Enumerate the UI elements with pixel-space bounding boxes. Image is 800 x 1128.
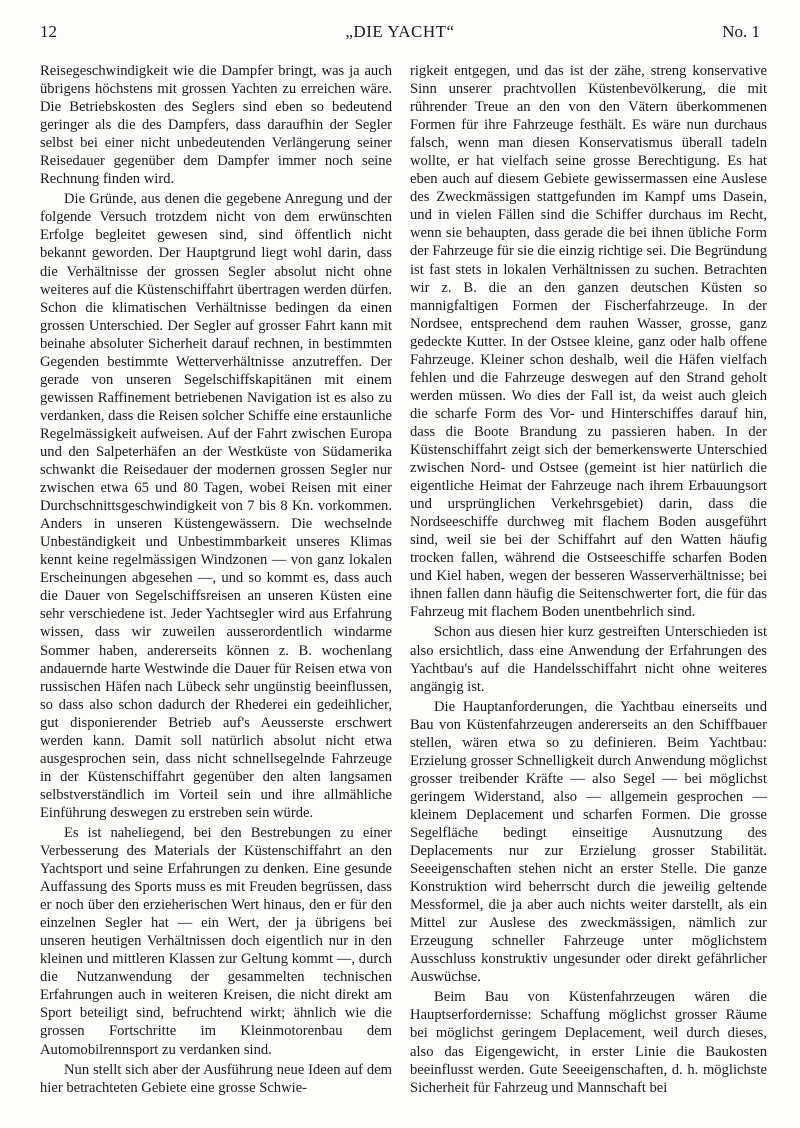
- issue-number: No. 1: [722, 22, 760, 41]
- paragraph: Schon aus diesen hier kurz gestreiften Unterschieden ist also ersichtlich, dass eine Anwendung der Erfahrungen des Yachtbau's auf die Handelsschiffahrt nicht ohne weiteres angängig ist.: [410, 624, 767, 695]
- paragraph: Beim Bau von Küstenfahrzeugen wären die Hauptserfordernisse: Schaffung möglichst grosser Räume bei möglichst geringem Deplacement, weil durch dieses, also das Eigengewicht, in erster Linie die Baukosten beeinflusst werden. Gute Seeeigenschaften, d. h. möglichste Sicherheit für Fahrzeug und Mannschaft bei: [410, 989, 767, 1096]
- paragraph: Die Gründe, aus denen die gegebene Anregung und der folgende Versuch trotzdem nicht von dem erwünschten Erfolge begleitet gewesen sind, sind öffentlich nicht bekannt geworden. Der Hauptgrund liegt wohl darin, dass die Verhältnisse der grossen Segler absolut nicht ohne weiteres auf die Küstenschiffahrt übertragen werden dürfen. Schon die klimatischen Verhältnisse bedingen da einen grossen Unterschied. Der Segler auf grosser Fahrt kann mit beinahe absoluter Sicherheit darauf rechnen, in bestimmten Gegenden bestimmte Wetterverhältnisse anzutreffen. Der gerade von unseren Segelschiffskapitänen mit einem gewissen Raffinement betriebenen Navigation ist es also zu verdanken, dass die Reisen solcher Schiffe eine erstaunliche Regelmässigkeit aufweisen. Auf der Fahrt zwischen Europa und den Salpeterhäfen an der Westküste von Südamerika schwankt die Reisedauer der modernen grossen Segler nur zwischen etwa 65 und 80 Tagen, wobei Reisen mit einer Durchschnittsgeschwindigkeit von 7 bis 8 Kn. vorkommen. Anders in unseren Küstengewässern. Die wechselnde Unbeständigkeit und Unbestimmbarkeit unseres Klimas kennt keine regelmässigen Windzonen — von ganz lokalen Erscheinungen abgesehen —, und so kommt es, dass auch die Dauer von Segelschiffsreisen an unseren Küsten eine sehr verschiedene ist. Jeder Yachtsegler wird aus Erfahrung wissen, dass wir zuweilen ausserordentlich windarme Sommer haben, andererseits können z. B. wochenlang andauernde harte Westwinde die Dauer für Reisen etwa von russischen Häfen nach Lübeck sehr ungünstig beeinflussen, so dass also schon dadurch der Rhederei ein gedeihlicher, gut disponierender Betrieb auf's Aeusserste erschwert werden kann. Damit soll natürlich absolut nicht etwa ausgesprochen sein, dass nicht schnellsegelnde Fahrzeuge in der Küstenschiffahrt gegenüber den alten langsamen selbstverständlich im Vorteil sein und ihre allmähliche Einführung deswegen zu erstreben sein würde.: [40, 191, 392, 821]
- paragraph: Reisegeschwindigkeit wie die Dampfer bringt, was ja auch übrigens höchstens mit grossen Yachten zu erreichen wäre. Die Betriebskosten des Seglers sind eben so bedeutend geringer als die des Dampfers, dass daraufhin der Segler selbst bei einer nicht unbedeutenden Verlängerung seiner Reisedauer gegenüber dem Dampfer immer noch seine Rechnung finden wird.: [40, 63, 392, 188]
- paragraph: rigkeit entgegen, und das ist der zähe, streng konservative Sinn unserer prachtvollen Küstenbevölkerung, die mit rührender Treue an den von den Vätern überkommenen Formen für ihre Fahrzeuge festhält. Es wäre nun durchaus falsch, wenn man diesen Konservatismus überall tadeln wollte, er hat vielfach seine grosse Berechtigung. Es hat eben auch auf diesem Gebiete gewissermassen eine Auslese des Zweckmässigen stattgefunden im Kampf ums Dasein, und in vielen Fällen sind die Schiffer durchaus im Recht, wenn sie behaupten, dass gerade die bei ihnen übliche Form der Fahrzeuge für sie die einzig richtige sei. Die Begründung ist fast stets in lokalen Verhältnissen zu suchen. Betrachten wir z. B. die an den ganzen deutschen Küsten so mannigfaltigen Formen der Fischerfahrzeuge. In der Nordsee, entsprechend dem rauhen Wasser, grosse, ganz gedeckte Kutter. In der Ostsee kleine, ganz oder halb offene Fahrzeuge. Kleiner schon deshalb, weil die Häfen vielfach fehlen und die Fahrzeuge deswegen auf den Strand geholt werden müssen. Wo dies der Fall ist, da weist auch gleich die scharfe Form des Vor- und Hinterschiffes darauf hin, dass die Boote Brandung zu passieren haben. In der Küstenschiffahrt zeigt sich der bemerkenswerte Unterschied zwischen Nord- und Ostsee (gemeint ist hier natürlich die eigentliche Heimat der Fahrzeuge nach ihrem Erbauungsort und ursprünglichen Verkehrsgebiet) darin, dass die Nordseeschiffe durchweg mit flachem Boden ausgeführt sind, weil sie bei der Schiffahrt auf den Watten häufig trocken fallen, während die Ostseeschiffe scharfen Boden und Kiel haben, wegen der besseren Wasserverhältnisse; bei ihnen fallen dann häufig die Seitenschwerter fort, die für das Fahrzeug mit flachem Boden unentbehrlich sind.: [410, 63, 767, 621]
- page-number: 12: [40, 22, 57, 41]
- journal-title: „DIE YACHT“: [345, 22, 455, 41]
- paragraph: Es ist naheliegend, bei den Bestrebungen zu einer Verbesserung des Materials der Küstenschiffahrt an den Yachtsport und seine Erfahrungen zu denken. Eine gesunde Auffassung des Sports muss es mit Freuden begrüssen, dass er noch über den erzieherischen Wert hinaus, den er für den einzelnen Segler hat — ein Wert, der ja übrigens bei unseren heutigen Verhältnissen doch eigentlich nur in den kleinen und mittleren Klassen zur Geltung kommt —, durch die Nutzanwendung der gesammelten technischen Erfahrungen auch in weiteren Kreisen, die nicht direkt am Sport beteiligt sind, befruchtend wirkt; ähnlich wie die grossen Fortschritte im Kleinmotorenbau dem Automobilrennsport zu verdanken sind.: [40, 824, 392, 1058]
- paragraph: Nun stellt sich aber der Ausführung neue Ideen auf dem hier betrachteten Gebiete eine grosse Schwie-: [40, 1061, 392, 1096]
- left-column: [40, 62, 392, 1097]
- right-column: [410, 62, 767, 1097]
- page-header: [40, 22, 760, 48]
- paragraph: Die Hauptanforderungen, die Yachtbau einerseits und Bau von Küstenfahrzeugen andererseits an den Schiffbauer stellen, wären etwa so zu definieren. Beim Yachtbau: Erzielung grosser Schnelligkeit durch Anwendung möglichst grosser treibender Kräfte — also Segel — bei möglichst geringem Widerstand, also — allgemein gesprochen — kleinem Deplacement und scharfen Formen. Die grosse Segelfläche bedingt einseitige Ausnutzung des Deplacements nur zur Erzielung grosser Stabilität. Seeeigenschaften stehen nicht an erster Stelle. Die ganze Konstruktion wird beherrscht durch die jeweilig geltende Messformel, die ja aber auch nichts weiter darstellt, als ein Mittel zur Auslese des zweckmässigen, nämlich zur Erzeugung schneller Fahrzeuge unter möglichstem Ausschluss konstruktiv ungesunder oder direkt gefährlicher Auswüchse.: [410, 698, 767, 986]
